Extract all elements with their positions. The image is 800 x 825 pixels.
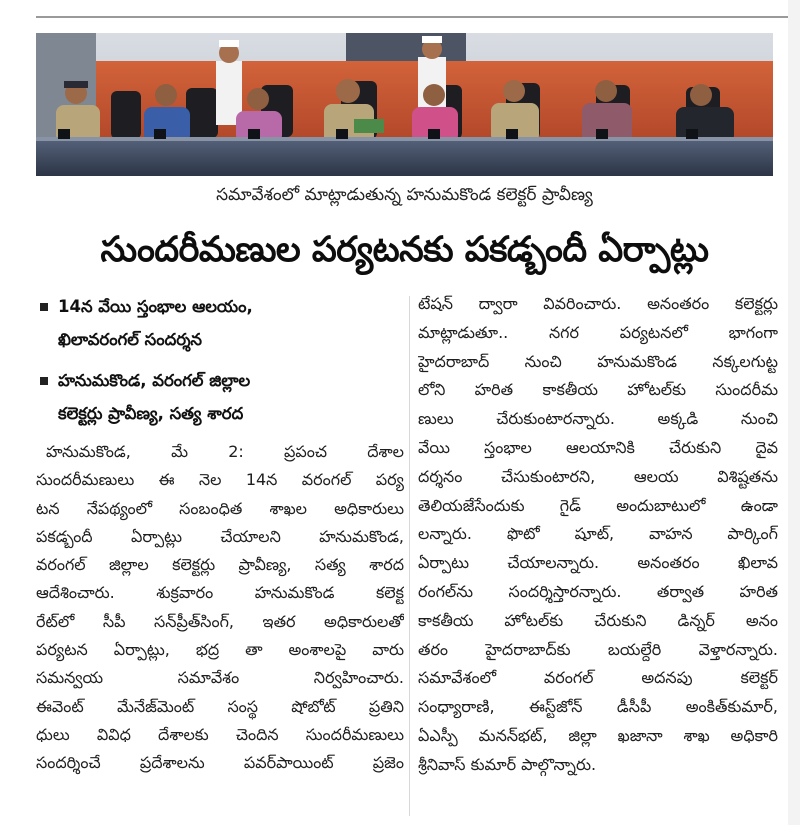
body-line: ఏఎస్పీ మనన్‌భట్, జిల్లా ఖజానా శాఖ అధికారి [418,725,778,745]
body-line: సందర్శించే ప్రదేశాలను పవర్‌పాయింట్ ప్రజెం [36,753,404,773]
body-line: కాకతీయ హోటల్‌కు చేరుకుని డిన్నర్ అనం [418,610,778,630]
top-page-rule [36,0,800,18]
meeting-photo [36,33,773,176]
body-line: హైదరాబాద్ నుంచి హనుమకొండ నక్కలగుట్ట [418,351,778,371]
body-line: వరంగల్ జిల్లాల కలెక్టర్లు ప్రావీణ్య, సత్య శారద [36,555,404,575]
square-bullet-icon [36,290,58,323]
body-line: సమావేశంలో వరంగల్ అదనపు కలెక్టర్ [418,668,778,688]
body-line: హనుమకొండ, మే 2: ప్రపంచ దేశాల [46,442,404,461]
left-column [36,290,404,778]
body-line: దర్శనం చేసుకుంటారని, ఆలయ విశిష్టతను [418,466,778,486]
body-line: లోని హరిత కాకతీయ హోటల్‌కు సుందరీమ [418,380,778,400]
body-line: ఆదేశించారు. శుక్రవారం హనుమకొండ కలెక్ట [36,583,404,603]
body-line: పర్యటన ఏర్పాట్లు, భద్ర తా అంశాలపై వారు [36,640,404,660]
body-line: ధులు వివిధ దేశాలకు చెందిన సుందరీమణులు [36,724,404,744]
body-line: తెలియజేసేందుకు గైడ్ అందుబాటులో ఉండా [418,495,778,515]
right-column [418,290,778,780]
body-line: శ్రీనివాస్ కుమార్ పాల్గొన్నారు. [418,754,597,774]
body-line: లన్నారు. ఫొటో షూట్, వాహన పార్కింగ్ [418,524,778,544]
body-line: పకడ్బందీ ఏర్పాట్లు చేయాలని హనుమకొండ, [36,526,404,546]
bullet-line: కలెక్టర్లు ప్రావీణ్య, సత్య శారద [58,404,244,423]
column-divider [409,296,410,816]
body-line: ఈవెంట్ మేనేజ్‌మెంట్ సంస్థ షోబోట్ ప్రతిని [36,696,404,716]
bullet-line: హనుమకొండ, వరంగల్ జిల్లాల [58,371,251,390]
bullet-line: 14న వేయి స్తంభాల ఆలయం, [58,297,253,316]
body-line: తరం హైదరాబాద్‌కు బయల్దేరి వెళ్తారన్నారు. [418,639,778,659]
body-line: రేట్‌లో సీపీ సన్‌ప్రీత్‌సింగ్, ఇతర అధికారులతో [36,611,404,631]
body-line: ణులు చేరుకుంటారన్నారు. అక్కడి నుంచి [418,409,778,429]
body-line: సుందరీమణులు ఈ నెల 14న వరంగల్ పర్య [36,470,404,490]
highlight-bullet [36,290,404,356]
adjacent-page-edge [788,0,800,825]
body-line: ఏర్పాటు చేయాలన్నారు. అనంతరం ఖిలావ [418,553,778,573]
photo-caption: సమావేశంలో మాట్లాడుతున్న హనుమకొండ కలెక్టర్ ప్రావీణ్య [216,185,593,205]
body-line: టన నేపథ్యంలో సంబంధిత శాఖల అధికారులు [36,498,404,518]
square-bullet-icon [36,364,58,397]
body-line: సంధ్యారాణి, ఈస్ట్‌జోన్ డీసీపీ అంకిత్‌కుమార్, [418,697,778,717]
body-line: సమన్వయ సమావేశం నిర్వహించారు. [36,668,404,688]
headline: సుందరీమణుల పర్యటనకు పకడ్బందీ ఏర్పాట్లు [100,230,709,270]
bullet-line: ఖిలావరంగల్ సందర్శన [58,330,203,349]
body-line: మాట్లాడుతూ.. నగర పర్యటనలో భాగంగా [418,322,778,342]
body-line: టేషన్ ద్వారా వివరించారు. అనంతరం కలెక్టర్లు [418,294,778,313]
highlight-bullet [36,364,404,430]
article-body-left [36,438,404,778]
body-line: రంగల్‌ను సందర్శిస్తారన్నారు. తర్వాత హరిత [418,581,778,601]
body-line: వేయి స్తంభాల ఆలయానికి చేరుకుని దైవ [418,437,778,457]
meeting-photo-illustration [36,33,773,176]
